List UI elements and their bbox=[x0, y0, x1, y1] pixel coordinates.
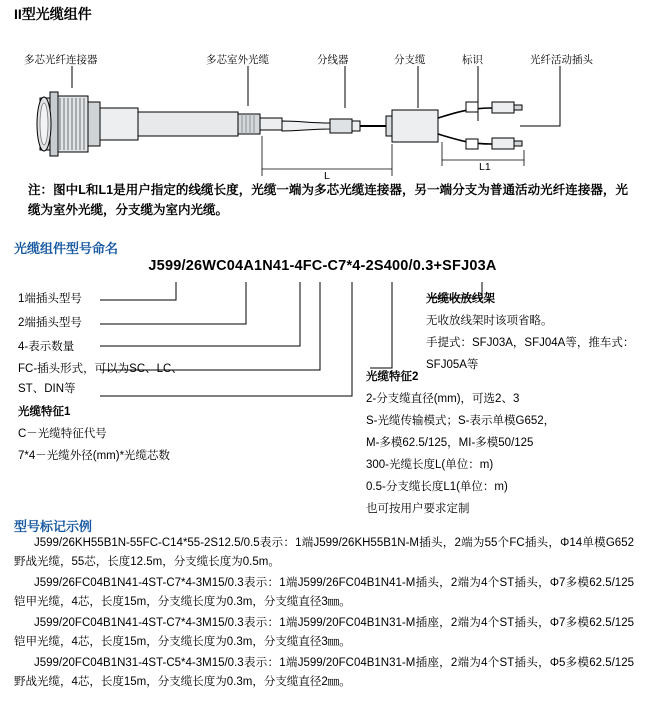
callout-reel-line3: SFJ05A等 bbox=[426, 359, 479, 371]
callout-cable-feature-1-line2: 7*4－光缆外径(mm)*光缆芯数 bbox=[18, 450, 171, 462]
label-marker: 标识 bbox=[462, 54, 483, 66]
example-item: J599/26FC04B1N41-4ST-C7*4-3M15/0.3表示：1端J599/26FC04B1N41-M插头，2端为4个ST插头，Φ7多模62.5/125铠甲光缆，4芯，长度15m，分支缆长度为0.3m，分支缆直径3㎜。 bbox=[14, 577, 634, 608]
callout-fc-form-line1: FC-插头形式，可以为SC、LC、 bbox=[18, 363, 183, 375]
callout-cable-feature-2-line2: S-光缆传输模式；S-表示单模G652， bbox=[366, 415, 556, 427]
note-paragraph: 注：图中L和L1是用户指定的线缆长度，光缆一端为多芯光缆连接器，另一端分支为普通活动光纤连接器，光缆为室外光缆，分支缆为室内光缆。 bbox=[28, 183, 628, 217]
dimension-label-L: L bbox=[324, 170, 330, 182]
label-multi-core-connector: 多芯光纤连接器 bbox=[24, 54, 98, 66]
examples-list bbox=[14, 534, 634, 694]
callout-fc-form-line2: ST、DIN等 bbox=[18, 383, 76, 395]
callout-reel-line2: 手提式：SFJ03A，SFJ04A等，推车式： bbox=[426, 337, 635, 349]
diagram-figure bbox=[0, 26, 645, 178]
dimension-label-L1: L1 bbox=[479, 161, 491, 173]
callout-cable-feature-2-line1: 2-分支缆直径(mm)，可选2、3 bbox=[366, 393, 520, 405]
callout-quantity: 4-表示数量 bbox=[18, 341, 75, 353]
section-header-examples: 型号标记示例 bbox=[14, 519, 93, 534]
model-code-string: J599/26WC04A1N41-4FC-C7*4-2S400/0.3+SFJ03A bbox=[148, 258, 497, 274]
callout-end1-title: 1端插头型号 bbox=[18, 293, 82, 305]
callout-cable-feature-2-line4: 300-光缆长度L(单位：m) bbox=[366, 459, 494, 471]
section-header-naming: 光缆组件型号命名 bbox=[14, 241, 119, 256]
callout-end2-title: 2端插头型号 bbox=[18, 317, 82, 329]
callout-reel-line1: 无收放线架时该项省略。 bbox=[426, 315, 553, 327]
callout-reel-title: 光缆收放线架 bbox=[426, 293, 495, 305]
assembly-diagram bbox=[0, 26, 645, 182]
page-title: II型光缆组件 bbox=[14, 6, 92, 22]
callout-cable-feature-2-title: 光缆特征2 bbox=[366, 371, 419, 383]
example-item: J599/20FC04B1N41-4ST-C7*4-3M15/0.3表示：1端J599/20FC04B1N31-M插座，2端为4个ST插头，Φ7多模62.5/125铠甲光缆，4芯，长度15m，分支缆长度为0.3m，分支缆直径3㎜。 bbox=[14, 617, 634, 648]
callout-cable-feature-2-line3: M-多模62.5/125，MI-多模50/125 bbox=[366, 437, 534, 449]
label-splitter: 分线器 bbox=[317, 54, 349, 66]
label-multi-core-outdoor-cable: 多芯室外光缆 bbox=[206, 54, 269, 66]
label-fiber-optic-movable-connector: 光纤活动插头 bbox=[530, 54, 593, 66]
callout-cable-feature-1-title: 光缆特征1 bbox=[18, 406, 71, 418]
example-item: J599/20FC04B1N31-4ST-C5*4-3M15/0.3表示：1端J599/20FC04B1N31-M插座，2端为4个ST插头，Φ5多模62.5/125野战光缆，4芯，长度15m，分支缆长度为0.3m，分支缆直径2㎜。 bbox=[14, 657, 634, 688]
callout-cable-feature-2-line6: 也可按用户要求定制 bbox=[366, 503, 470, 515]
callout-cable-feature-1-line1: C－光缆特征代号 bbox=[18, 428, 107, 440]
example-item: J599/26KH55B1N-55FC-C14*55-2S12.5/0.5表示：1端J599/26KH55B1N-M插头，2端为55个FC插头，Φ14单模G652野战光缆，55芯，长度12.5m，分支缆长度为0.5m。 bbox=[14, 537, 634, 568]
callout-cable-feature-2-line5: 0.5-分支缆长度L1(单位：m) bbox=[366, 481, 508, 493]
label-branch-cable: 分支缆 bbox=[394, 54, 426, 66]
